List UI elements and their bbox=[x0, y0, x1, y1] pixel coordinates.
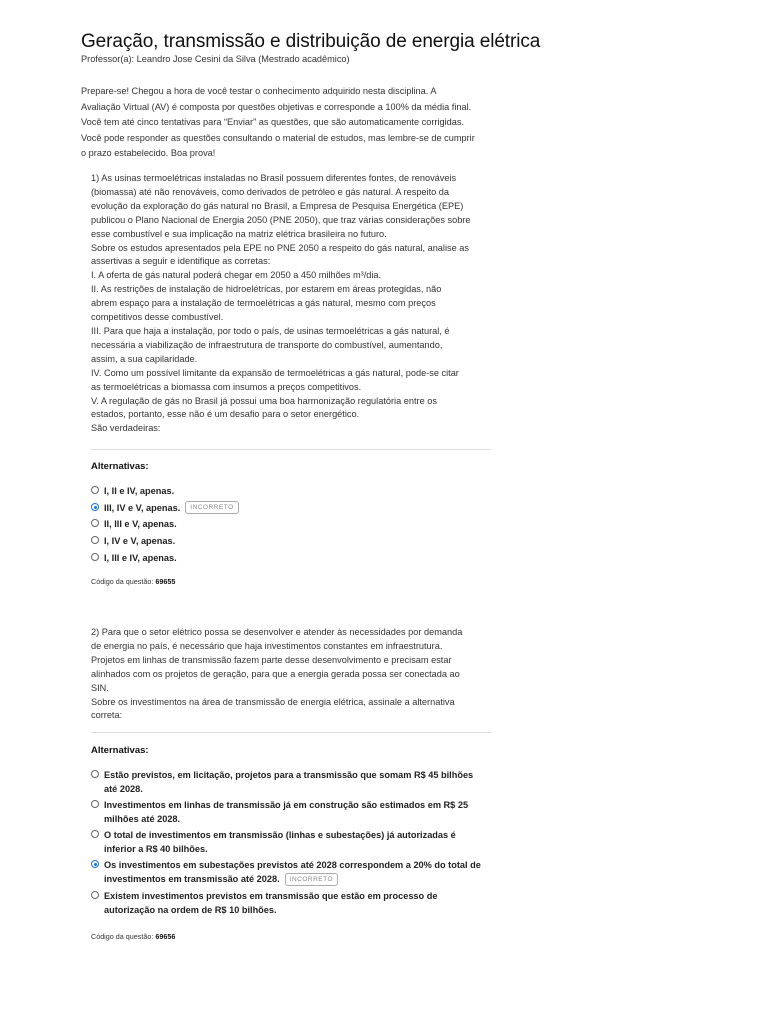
intro-line: Avaliação Virtual (AV) é composta por questões objetivas e corresponde a 100% da média final. bbox=[81, 101, 472, 112]
alternative-d[interactable] bbox=[91, 858, 501, 889]
alternative-line: milhões até 2028. bbox=[104, 814, 181, 824]
alternative-line: autorização na ordem de R$ 10 bilhões. bbox=[104, 905, 277, 915]
radio-button[interactable] bbox=[91, 800, 99, 808]
alternative-label: III, IV e V, apenas. bbox=[104, 503, 181, 513]
alternative-label bbox=[104, 798, 468, 826]
alternative-line: O total de investimentos em transmissão (linhas e subestações) já autorizadas é bbox=[104, 830, 456, 840]
divider bbox=[91, 449, 491, 450]
question-line: abrem espaço para a instalação de termoelétricas a gás natural, mesmo com preços bbox=[91, 298, 436, 309]
question-line: II. As restrições de instalação de hidroelétricas, por estarem em áreas protegidas, não bbox=[91, 284, 442, 295]
alternative-a[interactable] bbox=[91, 768, 501, 798]
radio-button[interactable] bbox=[91, 536, 99, 544]
question-line: Sobre os investimentos na área de transmissão de energia elétrica, assinale a alternativa bbox=[91, 696, 455, 707]
question-2-alternatives bbox=[91, 768, 501, 919]
alternative-label: I, IV e V, apenas. bbox=[104, 536, 176, 546]
alternative-label bbox=[104, 858, 481, 886]
intro-line: Prepare-se! Chegou a hora de você testar o conhecimento adquirido nesta disciplina. A bbox=[81, 86, 437, 96]
divider bbox=[91, 732, 491, 733]
alternative-b[interactable] bbox=[91, 501, 501, 517]
question-line: Projetos em linhas de transmissão fazem parte desse desenvolvimento e precisam estar bbox=[91, 654, 452, 665]
question-code bbox=[91, 932, 175, 941]
alternatives-title: Alternativas: bbox=[91, 461, 149, 472]
alternative-e[interactable] bbox=[91, 551, 501, 568]
question-line: necessária a viabilização de infraestrutura de transporte do combustível, aumentando, bbox=[91, 339, 443, 350]
alternative-label: I, III e IV, apenas. bbox=[104, 553, 177, 563]
alternative-line: Estão previstos, em licitação, projetos para a transmissão que somam R$ 45 bilhões bbox=[104, 770, 474, 780]
radio-button[interactable] bbox=[91, 486, 99, 494]
question-line: alinhados com os projetos de geração, para que a energia gerada possa ser conectada ao bbox=[91, 668, 460, 679]
question-line: 1) As usinas termoelétricas instaladas no Brasil possuem diferentes fontes, de renováveis bbox=[91, 173, 457, 183]
radio-button[interactable] bbox=[91, 770, 99, 778]
question-line: as termoelétricas a biomassa com insumos a preços competitivos. bbox=[91, 381, 362, 392]
question-line: publicou o Plano Nacional de Energia 2050 (PNE 2050), que traz várias considerações sobre bbox=[91, 214, 471, 225]
question-1-text bbox=[91, 172, 496, 436]
radio-button[interactable] bbox=[91, 553, 99, 561]
alternative-line: até 2028. bbox=[104, 784, 143, 794]
alternative-label bbox=[104, 828, 456, 856]
alternatives-title: Alternativas: bbox=[91, 745, 149, 756]
radio-button[interactable] bbox=[91, 830, 99, 838]
question-line: de energia no país, é necessário que haja investimentos constantes em infraestrutura. bbox=[91, 640, 443, 651]
alternative-b[interactable] bbox=[91, 798, 501, 828]
question-line: (biomassa) até não renováveis, como derivados de petróleo e gás natural. A respeito da bbox=[91, 186, 450, 197]
question-line: 2) Para que o setor elétrico possa se desenvolver e atender às necessidades por demanda bbox=[91, 627, 463, 637]
question-line: III. Para que haja a instalação, por todo o país, de usinas termoelétricas a gás natural, é bbox=[91, 325, 450, 336]
alternative-label: II, III e V, apenas. bbox=[104, 519, 177, 529]
alternative-label bbox=[104, 889, 437, 917]
alternative-label bbox=[104, 768, 473, 796]
question-line: São verdadeiras: bbox=[91, 423, 161, 434]
question-line: I. A oferta de gás natural poderá chegar em 2050 a 450 milhões m³/dia. bbox=[91, 270, 382, 281]
question-code-value: 69656 bbox=[155, 932, 176, 941]
question-line: correta: bbox=[91, 710, 123, 721]
intro-line: Você tem até cinco tentativas para “Enviar” as questões, que são automaticamente corrigidas. bbox=[81, 117, 465, 127]
question-line: esse combustível e sua implicação na matriz elétrica brasileira no futuro. bbox=[91, 228, 387, 239]
question-line: estados, portanto, esse não é um desafio para o setor energético. bbox=[91, 409, 360, 420]
alternative-c[interactable] bbox=[91, 828, 501, 858]
question-code-label: Código da questão: bbox=[91, 932, 154, 941]
question-line: IV. Como um possível limitante da expansão de termoelétricas a gás natural, pode-se citar bbox=[91, 367, 459, 378]
question-line: competitivos desse combustível. bbox=[91, 312, 224, 323]
alternative-line: Os investimentos em subestações previstos até 2028 correspondem a 20% do total de bbox=[104, 860, 481, 870]
intro-line: o prazo estabelecido. Boa prova! bbox=[81, 148, 216, 158]
alternative-line: Investimentos em linhas de transmissão já em construção são estimados em R$ 25 bbox=[104, 800, 469, 810]
radio-button-selected[interactable] bbox=[91, 860, 99, 868]
alternative-d[interactable] bbox=[91, 534, 501, 551]
alternative-line: Existem investimentos previstos em transmissão que estão em processo de bbox=[104, 891, 438, 901]
alternative-a[interactable] bbox=[91, 484, 501, 501]
question-line: assertivas a seguir e identifique as corretas: bbox=[91, 256, 271, 267]
radio-button-selected[interactable] bbox=[91, 503, 99, 511]
professor-name: Professor(a): Leandro Jose Cesini da Silva (Mestrado acadêmico) bbox=[81, 54, 350, 64]
alternative-e[interactable] bbox=[91, 889, 501, 919]
question-line: Sobre os estudos apresentados pela EPE no PNE 2050 a respeito do gás natural, analise as bbox=[91, 242, 469, 253]
incorrect-badge: INCORRETO bbox=[285, 873, 338, 886]
question-2-text bbox=[91, 626, 496, 723]
page-title: Geração, transmissão e distribuição de energia elétrica bbox=[81, 31, 541, 52]
question-code bbox=[91, 577, 175, 586]
alternative-c[interactable] bbox=[91, 517, 501, 534]
alternative-line: investimentos em transmissão até 2028. bbox=[104, 874, 280, 884]
intro-text bbox=[81, 84, 506, 162]
incorrect-badge: INCORRETO bbox=[185, 501, 238, 514]
intro-line: Você pode responder as questões consultando o material de estudos, mas lembre-se de cumprir bbox=[81, 132, 475, 143]
question-code-label: Código da questão: bbox=[91, 577, 154, 586]
question-line: V. A regulação de gás no Brasil já possui uma boa harmonização regulatória entre os bbox=[91, 395, 437, 406]
question-line: evolução da exploração do gás natural no Brasil, a Empresa de Pesquisa Energética (EPE) bbox=[91, 200, 464, 211]
alternative-label: I, II e IV, apenas. bbox=[104, 486, 175, 496]
radio-button[interactable] bbox=[91, 519, 99, 527]
question-code-value: 69655 bbox=[155, 577, 176, 586]
question-line: assim, a sua capilaridade. bbox=[91, 353, 198, 364]
question-1-alternatives bbox=[91, 484, 501, 568]
question-line: SIN. bbox=[91, 682, 109, 693]
alternative-line: inferior a R$ 40 bilhões. bbox=[104, 844, 208, 854]
radio-button[interactable] bbox=[91, 891, 99, 899]
